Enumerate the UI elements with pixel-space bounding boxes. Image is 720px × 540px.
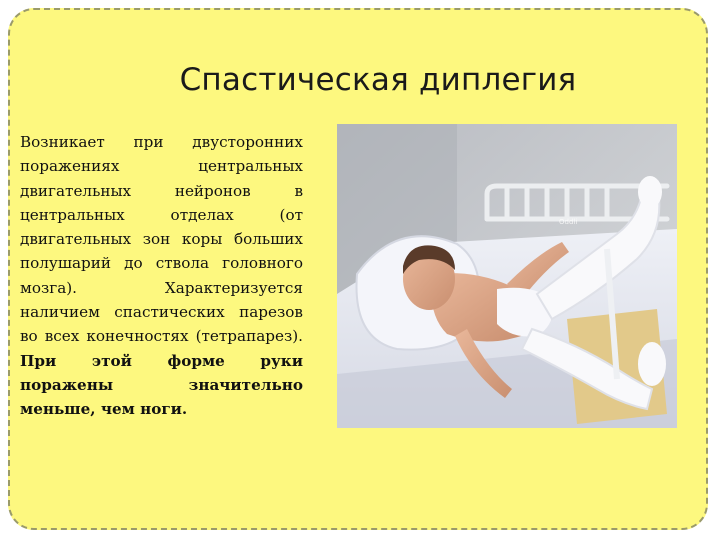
paragraph-regular: Возникает при двусторонних поражениях центральных двигательных нейронов в центральных отделах (от двигательных зон коры больших полушарий до ствола головного мозга). Характеризуется наличием спастических парезов во всех конечностях (тетрапарез).: [20, 133, 303, 346]
paragraph-bold: При этой форме руки поражены значительно меньше, чем ноги.: [20, 351, 303, 419]
slide-title: [0, 62, 720, 98]
body-paragraph: [20, 130, 303, 422]
patient-photo-illustration: [337, 124, 677, 428]
photo-watermark: Oddli: [559, 218, 578, 226]
patient-photo: [337, 124, 677, 428]
slide-title-text: Спастическая диплегия: [179, 62, 577, 98]
